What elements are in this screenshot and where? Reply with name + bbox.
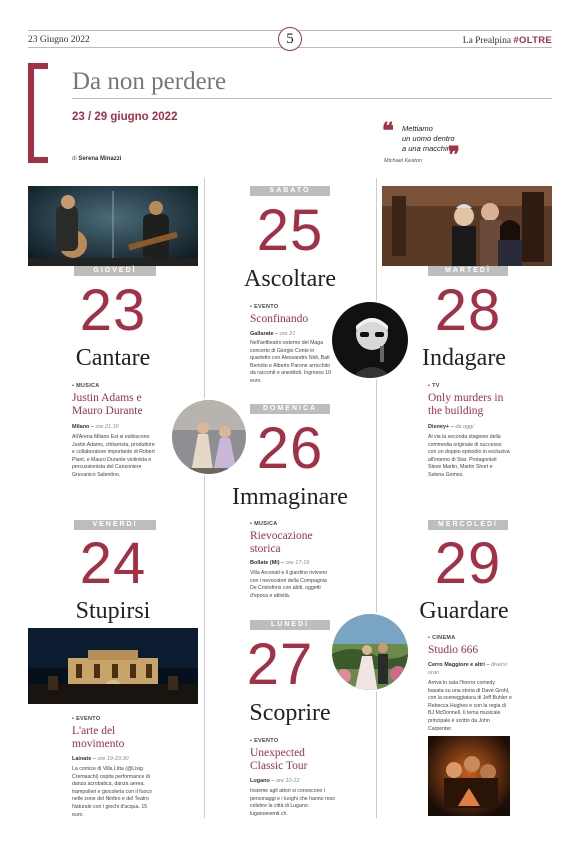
day-bar-monday: LUNEDÌ <box>250 620 330 630</box>
event-time: diversi orari <box>428 662 507 676</box>
brand <box>463 35 552 46</box>
page-title: Da non perdere <box>72 68 227 95</box>
article-body-saturday: Nell'anfiteatro esterno del Maga concerto di Giorgio Conte in quartetto con Alessandro Nidi, Bati Bertolio e Alberto Parone arricchito da racconti e aneddoti. Ingresso 10 euro. <box>250 340 332 384</box>
day-verb-wednesday: Guardare <box>419 598 509 624</box>
day-number-monday: 27 <box>246 632 314 697</box>
place-saturday: Gallarate – ore 21 <box>250 331 296 337</box>
place-monday: Lugano – ore 10-12 <box>250 778 300 784</box>
article-body-sunday: Villa Arconati e il giardino rivivono con i nevocatori della Compagnia De Cristoforis con abiti, oggetti d'epoca e attività. <box>250 570 328 599</box>
event-time: da oggi <box>455 424 474 430</box>
feature-dates: 23 / 29 giugno 2022 <box>72 111 178 123</box>
place-name: Lainate <box>72 756 92 762</box>
article-title-thursday: Justin Adams e Mauro Durante <box>72 392 143 417</box>
day-verb-sunday: Immaginare <box>232 484 348 510</box>
day-number-saturday: 25 <box>256 198 324 263</box>
event-time: ore 21.30 <box>95 424 119 430</box>
article-body-monday: Insieme agli attori si conoscono i personaggi e i luoghi che hanno reso celebre la città di Lugano. luganoeventi.ch. <box>250 788 336 817</box>
category-sunday: ▪ MUSICA <box>250 521 278 527</box>
place-name: Cerro Maggiore e altri <box>428 662 485 668</box>
article-body-wednesday: Arriva in sala l'horror comedy basata su una storia di Dave Grohl, con la sceneggiatura di Jeff Buhler e Rebecca Hughes e con la regia di BJ McDonnell. Il tema musicale principale è scritto da John Carpenter. <box>428 680 512 732</box>
day-number-thursday: 23 <box>79 278 147 343</box>
place-tuesday: Disney+ – da oggi <box>428 424 474 430</box>
day-number-friday: 24 <box>79 531 147 596</box>
event-time: ore 19-23.30 <box>97 756 129 762</box>
day-bar-thursday: GIOVEDÌ <box>74 266 156 276</box>
event-time: ore 10-12 <box>275 778 300 784</box>
event-time: ore 17-19 <box>285 560 310 566</box>
movie-poster <box>428 736 510 816</box>
article-title-friday: L'arte del movimento <box>72 725 125 750</box>
category-wednesday: ▪ CINEMA <box>428 635 456 641</box>
quote-close-icon: ❞ <box>448 142 460 167</box>
quote-line: un uomo dentro <box>402 134 455 143</box>
byline-author: Serena Minazzi <box>78 156 122 162</box>
article-title-tuesday: Only murders in the building <box>428 392 504 417</box>
byline-prefix: di <box>72 156 77 162</box>
category-friday: ▪ EVENTO <box>72 716 100 722</box>
day-number-tuesday: 28 <box>434 278 502 343</box>
category-saturday: ▪ EVENTO <box>250 304 278 310</box>
day-bar-wednesday: MERCOLEDÌ <box>428 520 508 530</box>
category-thursday: ▪ MUSICA <box>72 383 100 389</box>
place-friday: Lainate – ore 19-23.30 <box>72 756 129 762</box>
column-rule-right <box>376 178 377 818</box>
brand-suffix: #OLTRE <box>513 35 552 46</box>
article-body-friday: La cornice di Villa Litta (@Lisig Cremaschi) ospita performance di danza acrobatica, danza aerea, trampolieri e giocoleria con il fuoco nelle zone del Ninfeo e del Teatro Naturale con i giochi d'acqua. 15 euro. <box>72 766 152 818</box>
byline <box>72 156 121 162</box>
place-sunday: Bollate (Mi) – ore 17-19 <box>250 560 310 566</box>
place-thursday: Milano – ore 21.30 <box>72 424 119 430</box>
day-bar-sunday: DOMENICA <box>250 404 330 414</box>
event-time: ore 21 <box>279 331 296 337</box>
day-verb-tuesday: Indagare <box>422 345 506 371</box>
brand-prefix: La Prealpina <box>462 36 512 46</box>
day-bar-saturday: SABATO <box>250 186 330 196</box>
place-name: Disney+ <box>428 424 450 430</box>
day-number-wednesday: 29 <box>434 531 502 596</box>
place-name: Milano <box>72 424 90 430</box>
place-name: Gallarate <box>250 331 274 337</box>
day-number-sunday: 26 <box>256 416 324 481</box>
day-verb-friday: Stupirsi <box>75 598 151 624</box>
place-name: Lugano <box>250 778 270 784</box>
place-wednesday: Cerro Maggiore e altri – diversi orari <box>428 662 507 676</box>
issue-date: 23 Giugno 2022 <box>28 35 90 45</box>
page-number: 5 <box>278 27 302 51</box>
day-verb-thursday: Cantare <box>75 345 151 371</box>
day-bar-friday: VENERDÌ <box>74 520 156 530</box>
day-bar-tuesday: MARTEDÌ <box>428 266 508 276</box>
quote-line: a una macchina! <box>402 144 458 153</box>
category-monday: ▪ EVENTO <box>250 738 278 744</box>
lugano-photo <box>330 612 410 692</box>
article-title-saturday: Sconfinando <box>250 313 309 325</box>
article-title-monday: Unexpected Classic Tour <box>250 747 308 772</box>
quote-open-icon: ❝ <box>382 118 394 143</box>
day-verb-monday: Scoprire <box>249 700 331 726</box>
article-body-thursday: All'Arena Milano Est si esibiscono Justin Adams, chitarrista, produttore e collaboratore importante di Robert Plant, e Mauro Durante violinista e percussionista del Canzoniere Grecanico Salentino. <box>72 434 155 478</box>
title-bracket <box>28 63 48 163</box>
concert-photo <box>28 186 198 266</box>
day-verb-saturday: Ascoltare <box>244 266 336 292</box>
tv-series-photo <box>382 186 552 266</box>
quote-line: Mettiamo <box>402 124 433 133</box>
article-title-wednesday: Studio 666 <box>428 644 479 656</box>
quote-author: Michael Keaton <box>384 158 422 164</box>
article-body-tuesday: Al via la seconda stagione della commedia originale di successo con un doppio episodio in esclusiva all'interno di Star. Protagonisti Steve Martin, Martin Short e Selena Gomez. <box>428 434 510 478</box>
villa-photo <box>28 628 198 704</box>
article-title-sunday: Rievocazione storica <box>250 530 313 555</box>
place-name: Bollate (Mi) <box>250 560 280 566</box>
quote-text <box>384 124 484 154</box>
title-rule <box>72 98 552 99</box>
category-tuesday: ▪ TV <box>428 383 440 389</box>
